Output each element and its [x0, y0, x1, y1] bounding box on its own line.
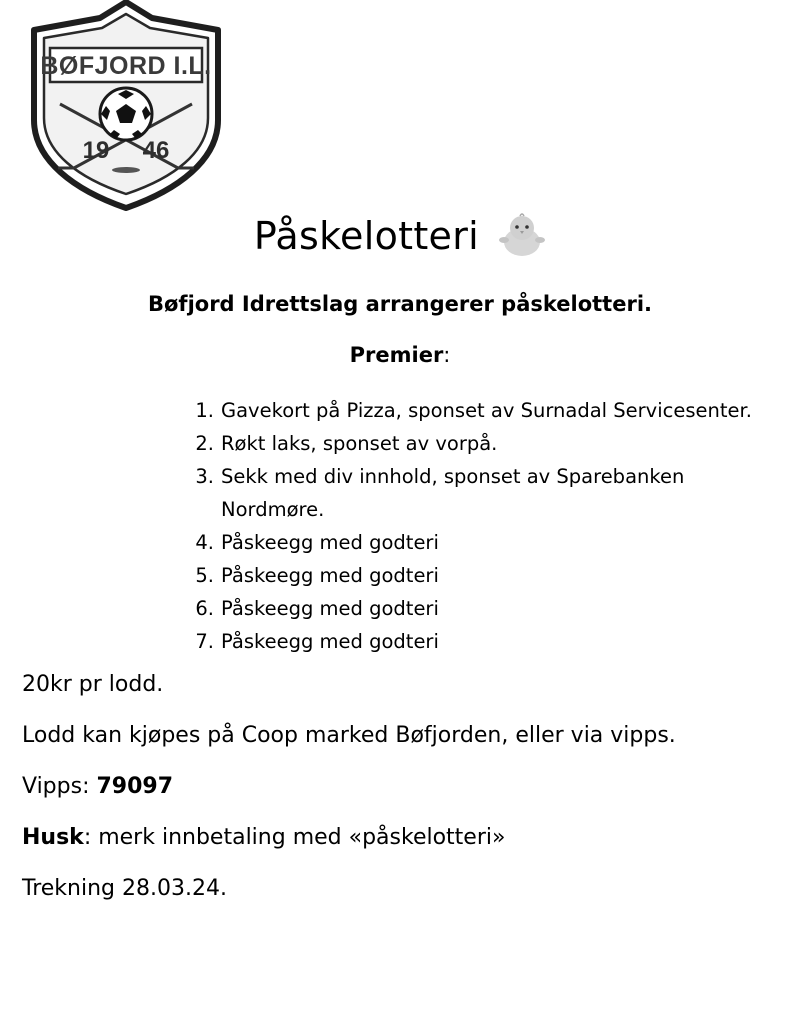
list-item [186, 526, 782, 559]
list-item-number: 7. [195, 630, 214, 653]
vipps-label: Vipps: [22, 774, 97, 799]
list-item-number: 4. [195, 531, 214, 554]
price-info: 20kr pr lodd. [22, 672, 164, 697]
page-title: Påskelotteri [253, 214, 479, 258]
list-item-text: Sekk med div innhold, sponset av Sparebanken Nordmøre. [221, 465, 685, 521]
list-item-text: Gavekort på Pizza, sponset av Surnadal Servicesenter. [221, 399, 752, 422]
prize-list [186, 394, 782, 658]
title-row [0, 212, 800, 272]
list-item-number: 2. [195, 432, 214, 455]
list-item-number: 6. [195, 597, 214, 620]
list-item-number: 3. [195, 465, 214, 488]
remember-text: : merk innbetaling med «påskelotteri» [83, 825, 506, 850]
list-item [186, 625, 782, 658]
draw-date: Trekning 28.03.24. [22, 876, 227, 901]
logo-club-name: BØFJORD I.L. [40, 52, 212, 80]
list-item [186, 460, 782, 526]
list-item-text: Påskeegg med godteri [221, 564, 439, 587]
prizes-heading-label: Premier [349, 343, 444, 367]
list-item [186, 427, 782, 460]
logo-year-right: 46 [142, 137, 170, 164]
list-item [186, 394, 782, 427]
list-item [186, 592, 782, 625]
list-item [186, 559, 782, 592]
football-icon [100, 88, 152, 140]
subtitle: Bøfjord Idrettslag arrangerer påskelotteri. [148, 292, 652, 316]
list-item-text: Påskeegg med godteri [221, 630, 439, 653]
chick-icon [498, 212, 546, 260]
list-item-text: Påskeegg med godteri [221, 531, 439, 554]
remember-label: Husk [22, 825, 84, 850]
list-item-number: 5. [195, 564, 214, 587]
prizes-heading [0, 343, 800, 367]
list-item-text: Påskeegg med godteri [221, 597, 439, 620]
prizes-heading-colon: : [443, 343, 451, 367]
purchase-info: Lodd kan kjøpes på Coop marked Bøfjorden, eller via vipps. [22, 723, 676, 748]
remember-info [22, 825, 782, 850]
list-item-number: 1. [195, 399, 214, 422]
list-item-text: Røkt laks, sponset av vorpå. [221, 432, 498, 455]
logo-year-left: 19 [82, 137, 110, 164]
vipps-info [22, 774, 782, 799]
club-logo [28, 0, 224, 212]
vipps-number: 79097 [96, 774, 174, 799]
